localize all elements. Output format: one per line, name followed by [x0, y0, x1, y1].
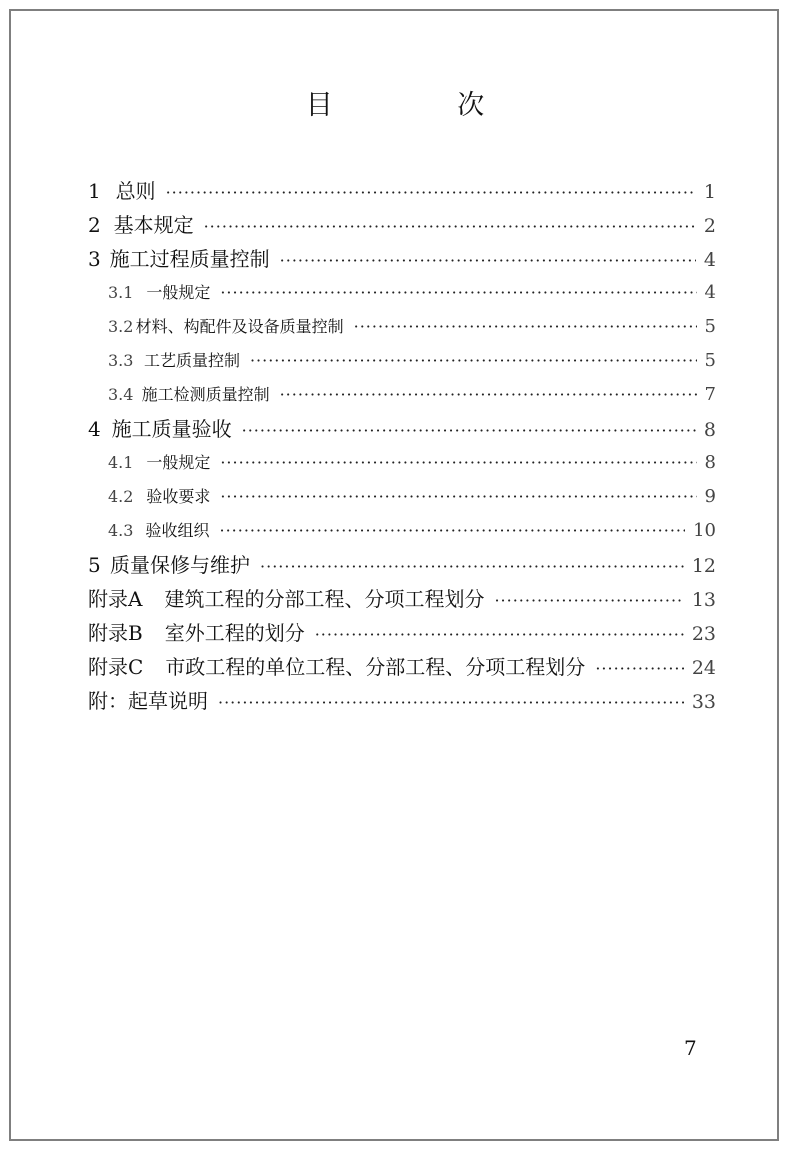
toc-entry-3-1[interactable] — [88, 276, 716, 310]
toc-entry-number: 附录C — [88, 655, 144, 679]
toc-entry-page: 13 — [691, 589, 716, 611]
toc-entry-page: 8 — [704, 452, 716, 473]
dot-leader — [220, 446, 696, 480]
toc-entry-page: 5 — [704, 350, 716, 371]
toc-entry-drafting-notes[interactable] — [88, 684, 716, 718]
toc-entry-page: 24 — [691, 657, 716, 679]
toc-entry-4-1[interactable] — [88, 446, 716, 480]
toc-entry-label: 起草说明 — [128, 689, 208, 713]
toc-entry-number: 5 — [88, 553, 101, 577]
toc-entry-number: 3.4 — [108, 385, 134, 404]
toc-entry-label: 基本规定 — [113, 213, 194, 237]
toc-title: 目 次 — [305, 90, 543, 121]
dot-leader — [595, 652, 684, 686]
dot-leader — [220, 480, 696, 514]
toc-entry-number: 4.2 — [108, 487, 134, 506]
toc-entry-label: 一般规定 — [146, 453, 211, 472]
toc-entry-label: 市政工程的单位工程、分部工程、分项工程划分 — [165, 655, 586, 679]
toc-entry-1[interactable] — [88, 174, 716, 208]
toc-entry-2[interactable] — [88, 208, 716, 242]
dot-leader — [280, 378, 697, 412]
toc-entry-page: 23 — [691, 623, 716, 645]
toc-entry-label: 验收组织 — [145, 521, 210, 540]
dot-leader — [250, 344, 697, 378]
toc-entry-number: 附录A — [88, 587, 143, 611]
dot-leader — [218, 686, 684, 720]
page-number: 7 — [684, 1036, 697, 1060]
dot-leader — [494, 584, 683, 618]
dot-leader — [354, 310, 697, 344]
toc-entry-page: 12 — [691, 555, 716, 577]
toc-entry-page: 2 — [703, 215, 716, 237]
dot-leader — [219, 514, 685, 548]
toc-entry-label: 施工过程质量控制 — [109, 247, 270, 271]
toc-entry-label: 质量保修与维护 — [110, 553, 251, 577]
toc-entry-page: 7 — [704, 384, 716, 405]
toc-entry-page: 8 — [703, 419, 716, 441]
toc-entry-label: 总则 — [115, 179, 156, 203]
toc-entry-label: 工艺质量控制 — [143, 351, 240, 370]
toc-entry-3-4[interactable] — [88, 378, 716, 412]
toc-entry-label: 施工质量验收 — [111, 417, 232, 441]
table-of-contents — [88, 174, 716, 718]
toc-entry-5[interactable] — [88, 548, 716, 582]
toc-entry-4-2[interactable] — [88, 480, 716, 514]
dot-leader — [204, 210, 696, 244]
toc-entry-number: 3.3 — [108, 351, 134, 370]
toc-entry-label: 施工检测质量控制 — [141, 385, 270, 404]
toc-entry-number: 3.2 — [108, 317, 134, 336]
toc-entry-label: 建筑工程的分部工程、分项工程划分 — [164, 587, 485, 611]
toc-entry-label: 验收要求 — [146, 487, 211, 506]
dot-leader — [260, 550, 684, 584]
toc-entry-3-3[interactable] — [88, 344, 716, 378]
toc-entry-number: 4 — [88, 417, 101, 441]
toc-entry-3-2[interactable] — [88, 310, 716, 344]
toc-entry-label: 材料、构配件及设备质量控制 — [135, 317, 344, 336]
toc-entry-3[interactable] — [88, 242, 716, 276]
toc-entry-page: 9 — [704, 486, 716, 507]
toc-entry-label: 一般规定 — [146, 283, 211, 302]
toc-entry-4[interactable] — [88, 412, 716, 446]
toc-entry-number: 4.1 — [108, 453, 134, 472]
toc-entry-page: 4 — [703, 249, 716, 271]
toc-entry-number: 2 — [88, 213, 101, 237]
toc-entry-number: 4.3 — [108, 521, 134, 540]
dot-leader — [242, 414, 696, 448]
dot-leader — [220, 276, 696, 310]
toc-entry-appendix-b[interactable] — [88, 616, 716, 650]
toc-entry-number: 附录B — [88, 621, 143, 645]
toc-entry-appendix-a[interactable] — [88, 582, 716, 616]
toc-entry-page: 5 — [704, 316, 716, 337]
dot-leader — [315, 618, 684, 652]
toc-entry-number: 3 — [88, 247, 101, 271]
toc-entry-page: 1 — [703, 181, 716, 203]
toc-entry-page: 4 — [704, 282, 716, 303]
toc-entry-page: 10 — [693, 520, 716, 541]
toc-entry-label: 室外工程的划分 — [164, 621, 305, 645]
toc-entry-4-3[interactable] — [88, 514, 716, 548]
dot-leader — [280, 244, 696, 278]
toc-entry-number: 3.1 — [108, 283, 134, 302]
toc-entry-number: 1 — [88, 179, 101, 203]
toc-entry-appendix-c[interactable] — [88, 650, 716, 684]
toc-entry-page: 33 — [691, 691, 716, 713]
toc-entry-number: 附： — [88, 689, 128, 713]
dot-leader — [166, 176, 696, 210]
